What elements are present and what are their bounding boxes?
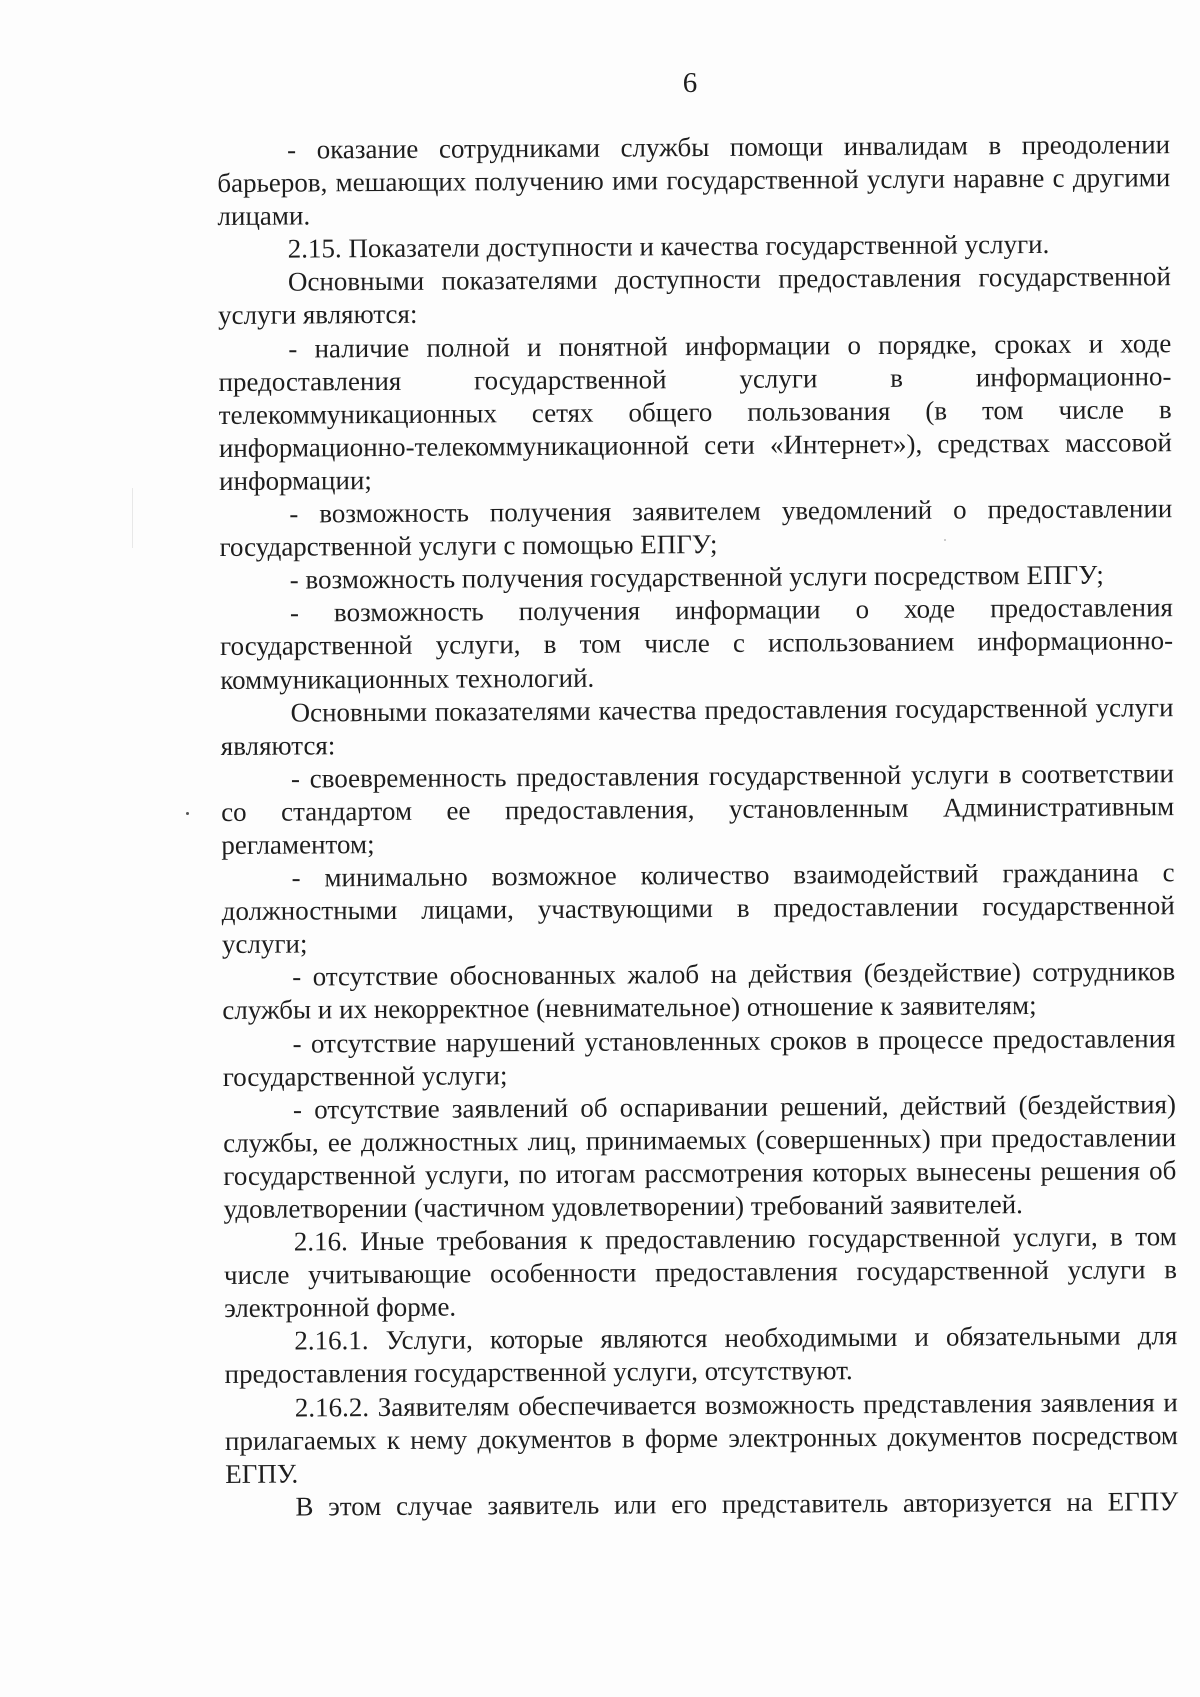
- paragraph: - отсутствие нарушений установленных сроков в процессе предоставления государственной услуги;: [222, 1022, 1176, 1092]
- paragraph: В этом случае заявитель или его представитель авторизуется на ЕГПУ: [295, 1485, 1179, 1522]
- paragraph: 2.15. Показатели доступности и качества государственной услуги.: [287, 229, 1050, 264]
- paragraph: - своевременность предоставления государственной услуги в соответствии со стандартом ее предоставления, установленным Административным регламентом;: [221, 757, 1175, 860]
- paragraph: 2.16.2. Заявителям обеспечивается возможность представления заявления и прилагаемых к нему документов в форме электронных документов посредством ЕГПУ.: [224, 1386, 1179, 1489]
- document-body: [217, 128, 1178, 1524]
- paragraph: 2.16. Иные требования к предоставлению государственной услуги, в том числе учитывающие особенности предоставления государственной услуги в электронной форме.: [223, 1221, 1178, 1324]
- paragraph: - отсутствие обоснованных жалоб на действия (бездействие) сотрудников службы и их некорректное (невнимательное) отношение к заявителям;: [222, 956, 1176, 1026]
- scan-mark: [186, 812, 189, 815]
- page-number: 6: [682, 67, 698, 99]
- scan-mark: [132, 488, 133, 548]
- paragraph: Основными показателями качества предоставления государственной услуги являются:: [220, 691, 1174, 761]
- paragraph: - отсутствие заявлений об оспаривании решений, действий (бездействия) службы, ее должностных лиц, принимаемых (совершенных) при предоставлении государственной услуги, по итогам рассмотрения которых вынесены решения об удовлетворении (частичном удовлетворении) требований заявителей.: [223, 1088, 1177, 1224]
- paragraph: - наличие полной и понятной информации о порядке, сроках и ходе предоставления государственной услуги в информационно-телекоммуникационных сетях общего пользования (в том числе в информационно-телекоммуникационной сети «Интернет»), средствах массовой информации;: [218, 327, 1172, 496]
- paragraph: - возможность получения государственной услуги посредством ЕПГУ;: [289, 559, 1104, 595]
- paragraph: - возможность получения заявителем уведомлений о предоставлении государственной услуги с помощью ЕПГУ;: [219, 493, 1173, 563]
- paragraph: - возможность получения информации о ходе предоставления государственной услуги, в том числе с использованием информационно-коммуникационных технологий.: [220, 592, 1174, 695]
- paragraph: - минимально возможное количество взаимодействий гражданина с должностными лицами, участвующими в предоставлении государственной услуги;: [221, 857, 1175, 960]
- paragraph: 2.16.1. Услуги, которые являются необходимыми и обязательными для предоставления государственной услуги, отсутствуют.: [224, 1320, 1178, 1390]
- scan-speck: [944, 539, 946, 541]
- paragraph: - оказание сотрудниками службы помощи инвалидам в преодолении барьеров, мешающих получению ими государственной услуги наравне с другими лицами.: [217, 129, 1171, 232]
- paragraph: Основными показателями доступности предоставления государственной услуги являются:: [218, 261, 1171, 331]
